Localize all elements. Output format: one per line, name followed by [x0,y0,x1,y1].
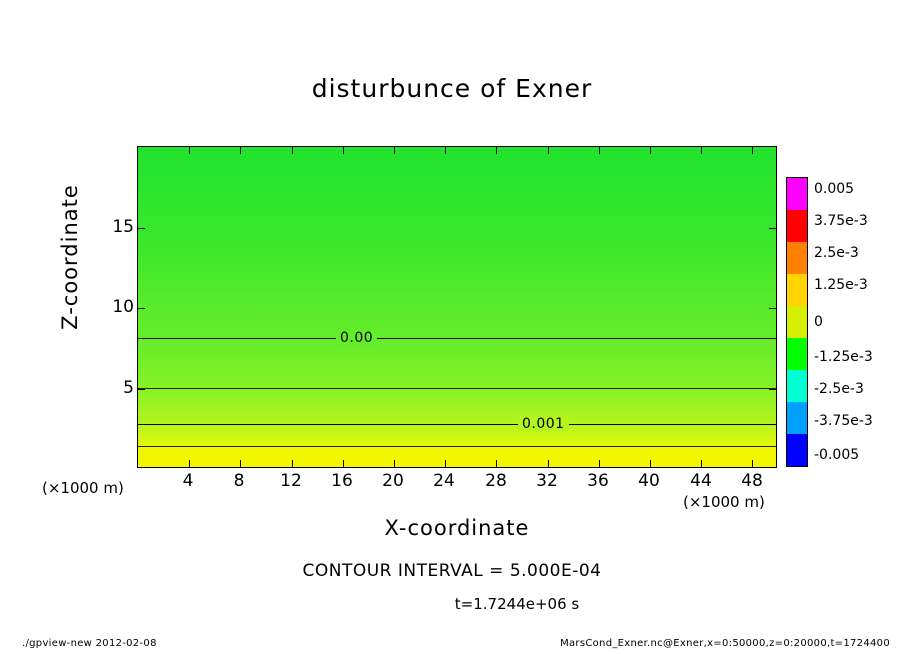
colorbar-segment [787,306,807,338]
xtick-label: 44 [690,471,712,491]
x-axis-title: X-coordinate [384,516,530,540]
tick-y [769,228,776,229]
field-band [138,446,776,468]
field-band [138,388,776,424]
contour-line-00005 [138,388,776,389]
field-band [138,279,776,338]
chart-title: disturbunce of Exner [311,74,593,103]
xtick-label: 48 [741,471,763,491]
colorbar-label: -1.25e-3 [814,349,873,365]
footer-left: ./gpview-new 2012-02-08 [22,638,157,649]
colorbar-label: 0 [814,314,823,330]
tick-x [650,460,651,467]
tick-x [548,460,549,467]
tick-y [769,389,776,390]
tick-x [701,460,702,467]
time-label: t=1.7244e+06 s [454,595,580,613]
xtick-label: 20 [382,471,404,491]
tick-y [138,389,145,390]
tick-x [599,147,600,154]
colorbar-label: 0.005 [814,181,855,197]
contour-line-0 [138,338,776,339]
xtick-label: 8 [233,471,245,491]
tick-x [189,147,190,154]
tick-x [189,460,190,467]
colorbar-segment [787,338,807,370]
tick-x [343,460,344,467]
tick-y [138,228,145,229]
tick-x [650,147,651,154]
field-band [138,147,776,243]
tick-x [752,460,753,467]
tick-x [599,460,600,467]
xtick-label: 28 [485,471,507,491]
contour-label-0001: 0.001 [518,417,569,431]
tick-x [496,460,497,467]
colorbar-segment [787,434,807,466]
y-axis-title: Z-coordinate [58,184,82,330]
field-band [138,424,776,446]
tick-x [752,147,753,154]
xtick-label: 32 [536,471,558,491]
field-band [138,243,776,279]
ytick-label: 10 [112,297,134,317]
tick-x [445,147,446,154]
ytick-label: 5 [123,378,134,398]
tick-y [138,308,145,309]
tick-x [292,460,293,467]
plot-area [137,146,777,468]
colorbar-segment [787,210,807,242]
colorbar-label: -3.75e-3 [814,413,873,429]
xtick-label: 4 [182,471,194,491]
colorbar-segment [787,402,807,434]
xtick-label: 40 [638,471,660,491]
colorbar-label: 3.75e-3 [814,213,868,229]
colorbar-segment [787,370,807,402]
contour-interval-note: CONTOUR INTERVAL = 5.000E-04 [302,561,602,581]
xtick-label: 36 [587,471,609,491]
colorbar-segment [787,178,807,210]
tick-x [343,147,344,154]
contour-field [138,147,776,467]
tick-x [240,460,241,467]
tick-x [445,460,446,467]
xtick-label: 24 [433,471,455,491]
footer-right: MarsCond_Exner.nc@Exner,x=0:50000,z=0:20000,t=1724400 [560,638,890,649]
tick-x [394,147,395,154]
x-units-left: (×1000 m) [42,479,124,497]
tick-x [496,147,497,154]
tick-x [548,147,549,154]
tick-x [292,147,293,154]
colorbar-label: -2.5e-3 [814,381,864,397]
colorbar-label: 2.5e-3 [814,245,859,261]
tick-x [240,147,241,154]
colorbar-segment [787,242,807,274]
contour-line-00015 [138,446,776,447]
colorbar-segment [787,274,807,306]
tick-x [701,147,702,154]
xtick-label: 12 [280,471,302,491]
colorbar-segment [787,466,807,467]
field-band [138,338,776,388]
ytick-label: 15 [112,217,134,237]
tick-y [769,308,776,309]
contour-line-0001 [138,424,776,425]
tick-x [394,460,395,467]
xtick-label: 16 [331,471,353,491]
colorbar [786,177,808,467]
x-units-right: (×1000 m) [683,493,765,511]
colorbar-label: -0.005 [814,447,860,463]
colorbar-label: 1.25e-3 [814,277,868,293]
contour-label-0: 0.00 [336,331,377,345]
